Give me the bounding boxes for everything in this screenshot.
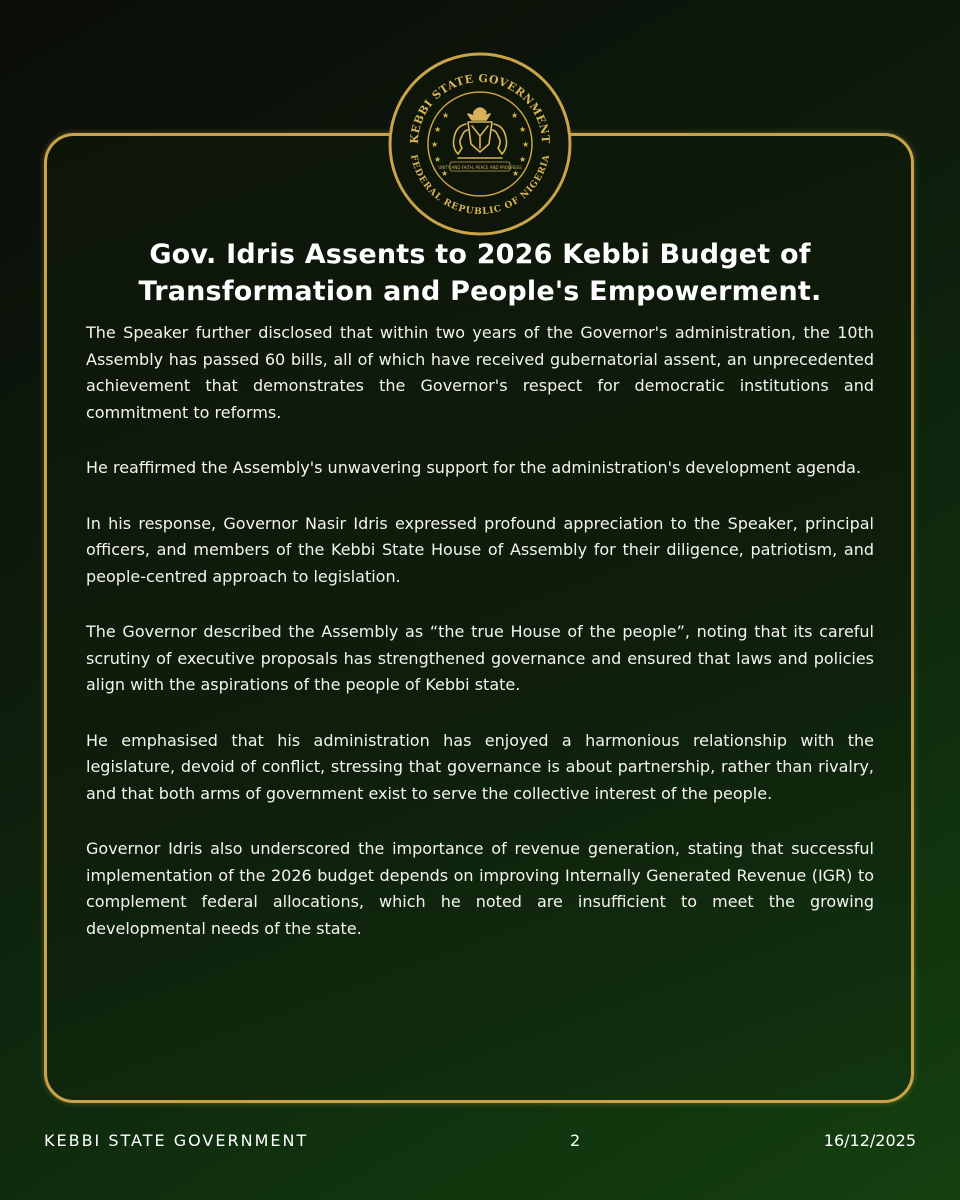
star-icon: ★ (434, 125, 442, 134)
seal-bottom-text: FEDERAL REPUBLIC OF NIGERIA (408, 153, 552, 217)
seal-top-text: KEBBI STATE GOVERNMENT (407, 71, 553, 145)
title-line-2: Transformation and People's Empowerment. (138, 276, 822, 307)
paragraph: In his response, Governor Nasir Idris expressed profound appreciation to the Speaker, principal officers, and members of the Kebbi State House of Assembly for their diligence, patriotism, and people-centred approach to legislation. (86, 513, 874, 586)
footer-page-number: 2 (570, 1131, 581, 1150)
star-icon: ★ (519, 125, 527, 134)
page-title (60, 236, 900, 310)
seal-motto: UNITY AND FAITH, PEACE AND PROGRESS (438, 165, 522, 170)
paragraph: The Governor described the Assembly as “the true House of the people”, noting that its careful scrutiny of executive proposals has strengthened governance and ensured that laws and policies align with the aspirations of the people of Kebbi state. (86, 622, 874, 694)
footer-organization: KEBBI STATE GOVERNMENT (44, 1131, 309, 1150)
star-icon: ★ (512, 169, 520, 178)
star-icon: ★ (511, 111, 519, 120)
star-icon: ★ (441, 169, 449, 178)
star-icon: ★ (431, 140, 439, 149)
star-icon: ★ (519, 155, 527, 164)
paragraph: He emphasised that his administration has enjoyed a harmonious relationship with the legislature, devoid of conflict, stressing that governance is about partnership, rather than rivalry, and that both arms of government exist to serve the collective interest of the people. (86, 730, 874, 803)
title-line-1: Gov. Idris Assents to 2026 Kebbi Budget of (149, 239, 811, 270)
paragraph: He reaffirmed the Assembly's unwavering support for the administration's development agenda. (86, 458, 862, 477)
paragraph: Governor Idris also underscored the importance of revenue generation, stating that successful implementation of the 2026 budget depends on improving Internally Generated Revenue (IGR) to complement federal allocations, which he noted are insufficient to meet the growing developmental needs of the state. (86, 839, 874, 938)
article-body (86, 320, 874, 971)
star-icon: ★ (442, 111, 450, 120)
footer-date: 16/12/2025 (823, 1131, 916, 1150)
paragraph: The Speaker further disclosed that within two years of the Governor's administration, the 10th Assembly has passed 60 bills, all of which have received gubernatorial assent, an unprecedented achievement that demonstrates the Governor's respect for democratic institutions and commitment to reforms. (86, 323, 874, 422)
kebbi-state-seal (388, 52, 572, 236)
star-icon: ★ (434, 155, 442, 164)
star-icon: ★ (522, 140, 530, 149)
